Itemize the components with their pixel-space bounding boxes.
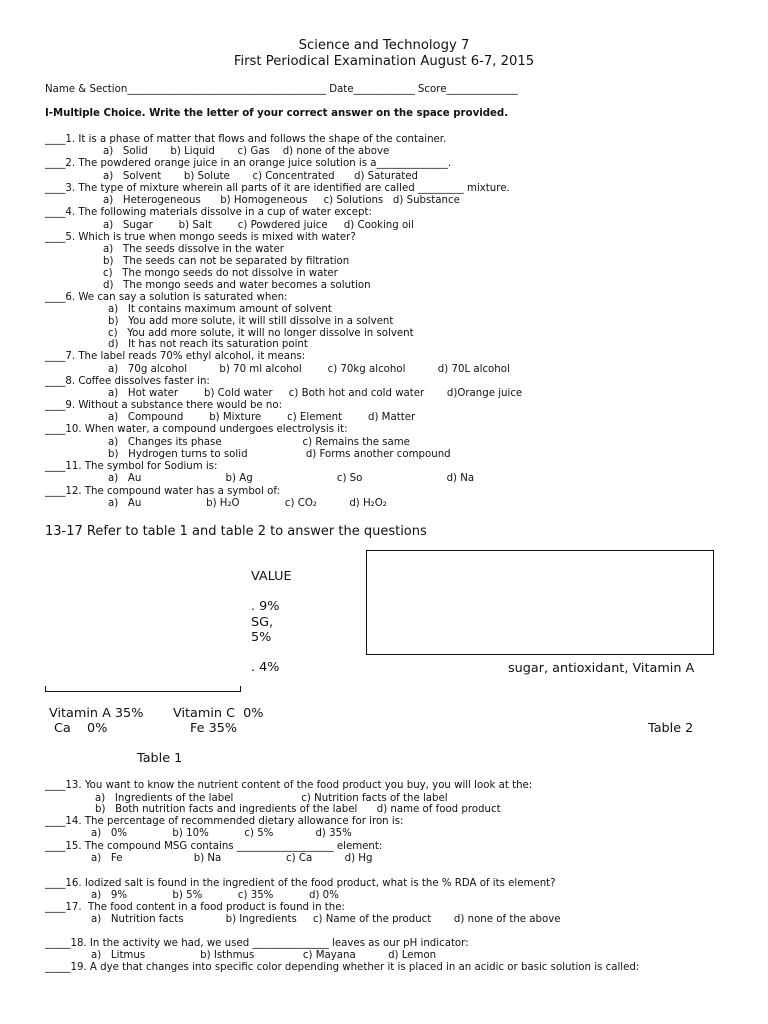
question-10: ____10. When water, a compound undergoes electrolysis it: [45,424,348,435]
table1-bottom-border [45,691,241,692]
answer-options: a) Ingredients of the label c) Nutrition facts of the label [95,793,448,804]
table1-left-border [45,686,46,692]
answer-options: b) Both nutrition facts and ingredients of the label d) name of food product [95,804,501,815]
question-5: ____5. Which is true when mongo seeds is mixed with water? [45,232,356,243]
table2-box [366,550,714,655]
answer-options: a) 70g alcohol b) 70 ml alcohol c) 70kg alcohol d) 70L alcohol [108,364,510,375]
question-1: ____1. It is a phase of matter that flows and follows the shape of the container. [45,134,447,145]
answer-options: a) Sugar b) Salt c) Powdered juice d) Cooking oil [103,220,414,231]
name-section-line: Name & Section_______________________________________ Date____________ Score______________ [45,84,518,95]
table1-fragment: . 4% [251,660,280,675]
section2-heading: 13-17 Refer to table 1 and table 2 to answer the questions [45,524,427,539]
table1-iron: Fe 35% [190,721,238,736]
answer-options: b) You add more solute, it will still dissolve in a solvent [108,316,394,327]
question-7: ____7. The label reads 70% ethyl alcohol, it means: [45,351,306,362]
question-14: ____14. The percentage of recommended dietary allowance for iron is: [45,816,404,827]
table1-fragment: 5% [251,630,272,645]
question-8: ____8. Coffee dissolves faster in: [45,376,210,387]
table2-ingredients: sugar, antioxidant, Vitamin A [508,661,695,676]
answer-options: a) Compound b) Mixture c) Element d) Matter [108,412,416,423]
question-15: ____15. The compound MSG contains ___________________ element: [45,841,383,852]
exam-subtitle: First Periodical Examination August 6-7, 2015 [233,54,535,69]
answer-options: d) The mongo seeds and water becomes a solution [103,280,371,291]
answer-options: a) Solvent b) Solute c) Concentrated d) Saturated [103,171,419,182]
answer-options: a) It contains maximum amount of solvent [108,304,332,315]
answer-options: c) You add more solute, it will no longer dissolve in solvent [108,328,414,339]
question-17: ____17. The food content in a food product is found in the: [45,902,345,913]
table1-caption: Table 1 [137,751,183,766]
answer-options: a) The seeds dissolve in the water [103,244,284,255]
answer-options: a) Litmus b) Isthmus c) Mayana d) Lemon [91,950,437,961]
question-6: ____6. We can say a solution is saturated when: [45,292,288,303]
table1-vitamin-a: Vitamin A 35% [49,706,144,721]
answer-options: c) The mongo seeds do not dissolve in water [103,268,338,279]
table2-caption: Table 2 [648,721,694,736]
answer-options: a) Nutrition facts b) Ingredients c) Name of the product d) none of the above [91,914,561,925]
question-2: ____2. The powdered orange juice in an orange juice solution is a______________. [45,158,452,169]
question-16: ____16. Iodized salt is found in the ingredient of the food product, what is the % RDA of its element? [45,878,556,889]
exam-title: Science and Technology 7 [298,38,470,53]
question-3: ____3. The type of mixture wherein all parts of it are identified are called _________ mixture. [45,183,510,194]
table1-fragment: SG, [251,615,274,630]
answer-options: a) 0% b) 10% c) 5% d) 35% [91,828,352,839]
answer-options: a) Hot water b) Cold water c) Both hot and cold water d)Orange juice [108,388,523,399]
table1-fragment: . 9% [251,599,280,614]
question-9: ____9. Without a substance there would be no: [45,400,283,411]
question-19: _____19. A dye that changes into specific color depending whether it is placed in an acidic or basic solution is called: [45,962,640,973]
question-13: ____13. You want to know the nutrient content of the food product you buy, you will look at the: [45,780,533,791]
answer-options: b) Hydrogen turns to solid d) Forms another compound [108,449,451,460]
table1-vitamin-c: Vitamin C 0% [173,706,264,721]
answer-options: b) The seeds can not be separated by filtration [103,256,350,267]
table1-value-header: VALUE [251,569,292,584]
question-4: ____4. The following materials dissolve in a cup of water except: [45,207,372,218]
answer-options: a) Au b) Ag c) So d) Na [108,473,475,484]
table1-right-border [240,686,241,692]
answer-options: d) It has not reach its saturation point [108,339,308,350]
answer-options: a) Fe b) Na c) Ca d) Hg [91,853,373,864]
instructions: I-Multiple Choice. Write the letter of your correct answer on the space provided. [45,108,509,119]
answer-options: a) Changes its phase c) Remains the same [108,437,410,448]
question-18: _____18. In the activity we had, we used _______________ leaves as our pH indicator: [45,938,469,949]
question-12: ____12. The compound water has a symbol of: [45,486,280,497]
table1-calcium: Ca 0% [54,721,108,736]
question-11: ____11. The symbol for Sodium is: [45,461,218,472]
answer-options: a) 9% b) 5% c) 35% d) 0% [91,890,339,901]
answer-options: a) Heterogeneous b) Homogeneous c) Solutions d) Substance [103,195,460,206]
answer-options: a) Solid b) Liquid c) Gas d) none of the above [103,146,390,157]
answer-options: a) Au b) H₂O c) CO₂ d) H₂O₂ [108,498,387,509]
